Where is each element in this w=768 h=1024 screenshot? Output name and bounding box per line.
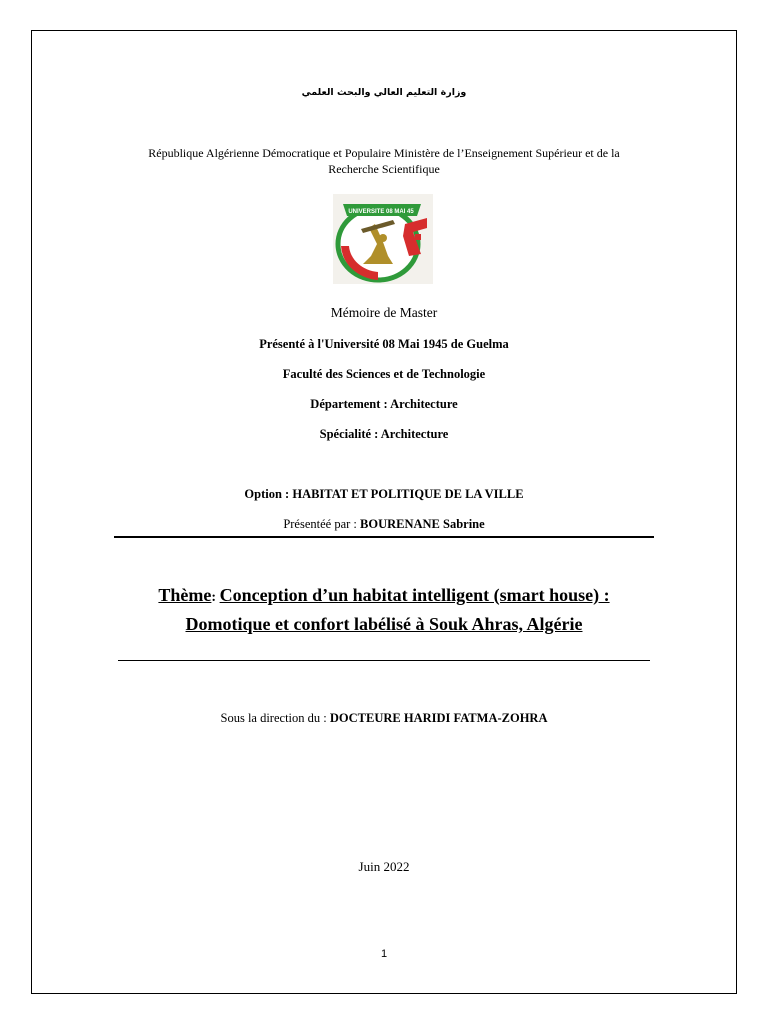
republic-line-2: Recherche Scientifique xyxy=(328,162,440,176)
page-number: 1 xyxy=(380,948,388,960)
theme-label: Thème xyxy=(158,585,212,605)
theme-line-1 xyxy=(0,582,768,611)
university-line: Présenté à l'Université 08 Mai 1945 de Guelma xyxy=(259,337,509,351)
republic-ministry-text xyxy=(0,145,768,177)
memoire-title: Mémoire de Master xyxy=(330,305,438,320)
theme-title-line-1: Conception d’un habitat intelligent (smart house) : xyxy=(219,585,610,605)
theme-title-line-2: Domotique et confort labélisé à Souk Ahras, Algérie xyxy=(185,614,583,634)
supervisor-label: Sous la direction du : xyxy=(220,711,330,725)
date-line: Juin 2022 xyxy=(358,859,410,874)
supervisor-line xyxy=(0,711,768,726)
divider-line xyxy=(114,536,654,538)
option-line: Option : HABITAT ET POLITIQUE DE LA VILLE xyxy=(244,487,524,501)
theme-underline-rule xyxy=(118,660,650,661)
presented-by-line xyxy=(0,517,768,532)
theme-colon: : xyxy=(211,590,220,605)
supervisor-name: DOCTEURE HARIDI FATMA-ZOHRA xyxy=(329,711,548,725)
specialty-line: Spécialité : Architecture xyxy=(319,427,449,441)
university-logo-icon xyxy=(333,194,433,284)
arabic-ministry-title: وزارة التعليم العالي والبحث العلمي xyxy=(301,87,467,98)
thesis-theme xyxy=(0,582,768,637)
presented-by-label: Présentéé par : xyxy=(283,517,361,531)
republic-line-1: République Algérienne Démocratique et Populaire Ministère de l’Enseignement Supérieur et de la xyxy=(148,146,620,160)
faculty-line: Faculté des Sciences et de Technologie xyxy=(282,367,486,381)
student-name: BOURENANE Sabrine xyxy=(360,517,485,531)
department-line: Département : Architecture xyxy=(310,397,458,411)
logo-text: UNIVERSITE 08 MAI 45 xyxy=(348,209,414,215)
